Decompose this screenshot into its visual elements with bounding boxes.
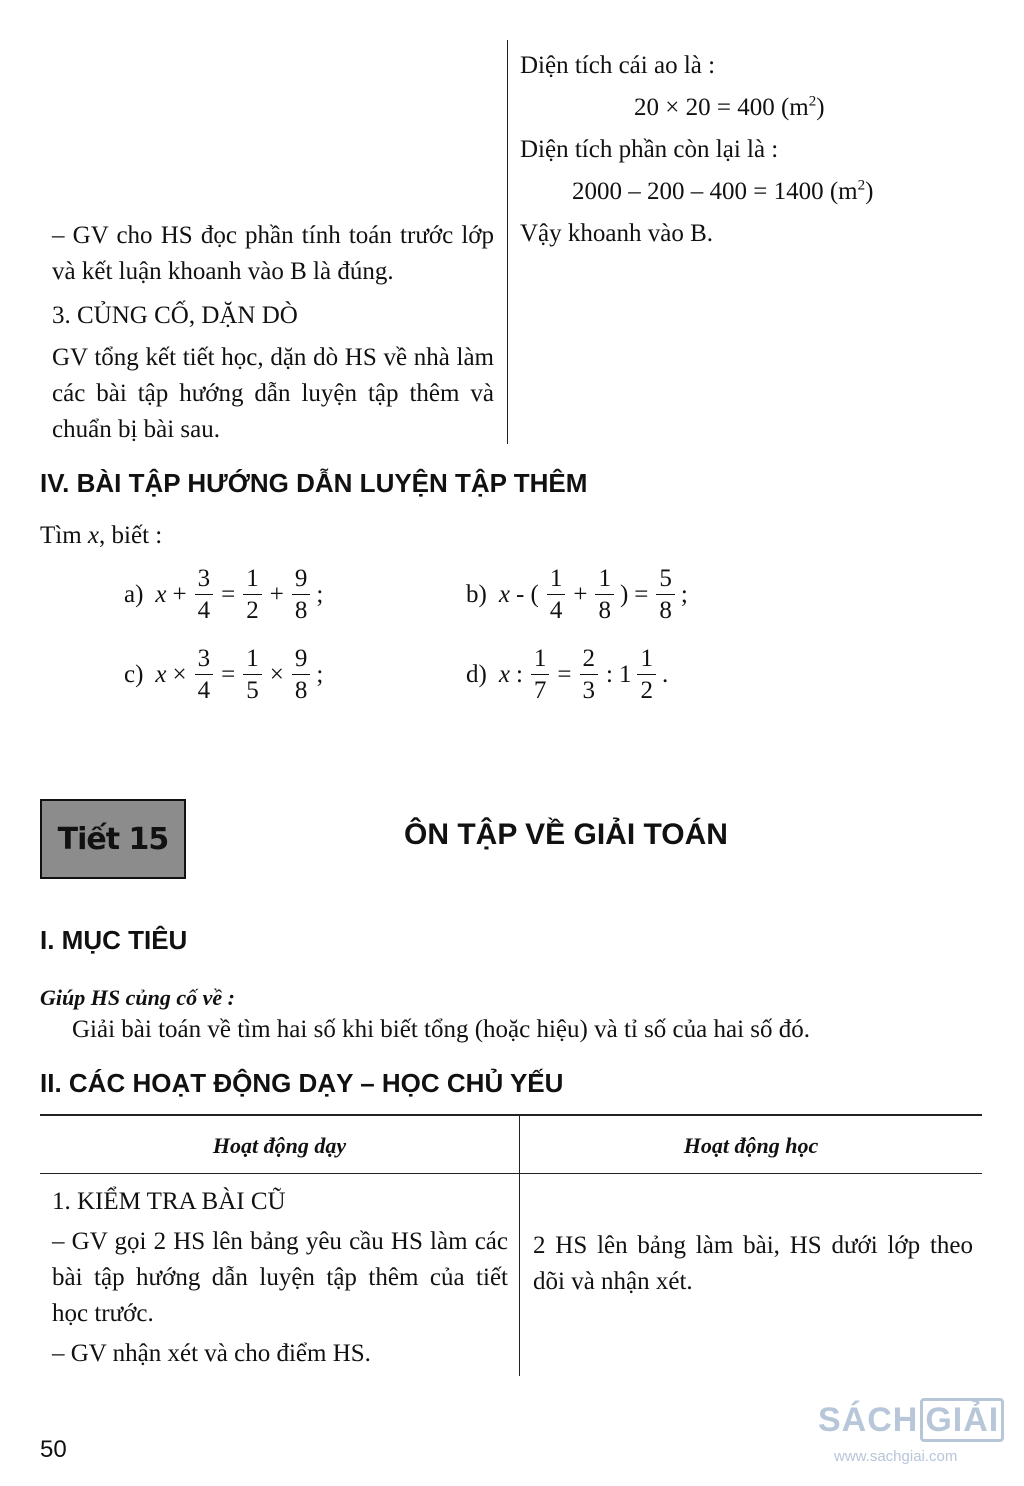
exercise-c: c) x × $\frac{3}{4}$ = $\frac{1}{5}$ × $\frac{9}{8}$ ; [124, 645, 324, 704]
section4-heading: IV. BÀI TẬP HƯỚNG DẪN LUYỆN TẬP THÊM [40, 468, 588, 498]
table-top-rule [40, 1114, 982, 1116]
student-activities [533, 1228, 973, 1300]
teacher-activities [52, 1184, 508, 1376]
fraction: $\frac{5}{8}$ [656, 566, 675, 623]
fraction: $\frac{2}{3}$ [580, 646, 599, 703]
exercise-d: d) x : $\frac{1}{7}$ = $\frac{2}{3}$ : 1 $\frac{1}{2}$ . [466, 645, 669, 704]
section2-heading: II. CÁC HOẠT ĐỘNG DẠY – HỌC CHỦ YẾU [40, 1068, 564, 1098]
table-header-rule [40, 1173, 982, 1174]
fraction: $\frac{1}{2}$ [243, 566, 262, 623]
section3-text: GV tổng kết tiết học, dặn dò HS về nhà làm các bài tập hướng dẫn luyện tập thêm và chuẩn bị bài sau. [52, 344, 494, 443]
section4-intro: Tìm x, biết : [40, 522, 163, 549]
pond-area-expr: 20 × 20 = 400 $(m^2)$ [634, 93, 825, 121]
fraction: $\frac{1}{4}$ [547, 566, 566, 623]
column-header-student: Hoạt động học [683, 1133, 819, 1158]
section3-title: 3. CỦNG CỐ, DẶN DÒ [52, 302, 298, 329]
fraction: $\frac{9}{8}$ [292, 646, 311, 703]
table-row: – GV gọi 2 HS lên bảng yêu cầu HS làm các bài tập hướng dẫn luyện tập thêm của tiết học trước. [52, 1228, 508, 1327]
table-row: 1. KIỂM TRA BÀI CŨ [52, 1188, 286, 1215]
pond-area-label: Diện tích cái ao là : [520, 52, 716, 79]
fraction: $\frac{9}{8}$ [292, 566, 311, 623]
lesson-badge [40, 799, 186, 879]
fraction: $\frac{1}{5}$ [243, 646, 262, 703]
table-row: 2 HS lên bảng làm bài, HS dưới lớp theo dõi và nhận xét. [533, 1232, 973, 1295]
column-divider [507, 40, 508, 444]
top-left-column [52, 218, 494, 448]
fraction: $\frac{3}{4}$ [195, 646, 214, 703]
activity-table [40, 1114, 982, 1376]
fraction: $\frac{1}{7}$ [531, 646, 550, 703]
exercise-a: a) x + $\frac{3}{4}$ = $\frac{1}{2}$ + $\frac{9}{8}$ ; [124, 565, 324, 624]
fraction: $\frac{3}{4}$ [195, 566, 214, 623]
top-right-column [520, 48, 1000, 252]
fraction: $\frac{1}{2}$ [637, 646, 656, 703]
table-row: – GV nhận xét và cho điểm HS. [52, 1340, 371, 1367]
lesson-label: Tiết 15 [57, 821, 169, 857]
page-number: 50 [40, 1436, 67, 1463]
lesson-title: ÔN TẬP VỀ GIẢI TOÁN [404, 818, 728, 851]
goal-text: Giải bài toán về tìm hai số khi biết tổng (hoặc hiệu) và tỉ số của hai số đó. [72, 1016, 811, 1043]
column-header-teacher: Hoạt động dạy [212, 1133, 347, 1158]
watermark-url: www.sachgiai.com [834, 1448, 958, 1465]
exercise-b: b) x - ( $\frac{1}{4}$ + $\frac{1}{8}$ ) = $\frac{5}{8}$ ; [466, 565, 688, 624]
conclusion-text: Vậy khoanh vào B. [520, 220, 714, 247]
fraction: $\frac{1}{8}$ [595, 566, 614, 623]
remaining-area-label: Diện tích phần còn lại là : [520, 136, 779, 163]
watermark-logo: SÁCH GIẢI www.sachgiai.com [818, 1398, 1018, 1478]
remaining-area-expr: 2000 – 200 – 400 = 1400 $(m^2)$ [572, 177, 874, 205]
gv-read-text: – GV cho HS đọc phần tính toán trước lớp và kết luận khoanh vào B là đúng. [52, 222, 494, 285]
goal-label: Giúp HS củng cố về : [40, 985, 235, 1010]
section1-heading: I. MỤC TIÊU [40, 925, 188, 955]
